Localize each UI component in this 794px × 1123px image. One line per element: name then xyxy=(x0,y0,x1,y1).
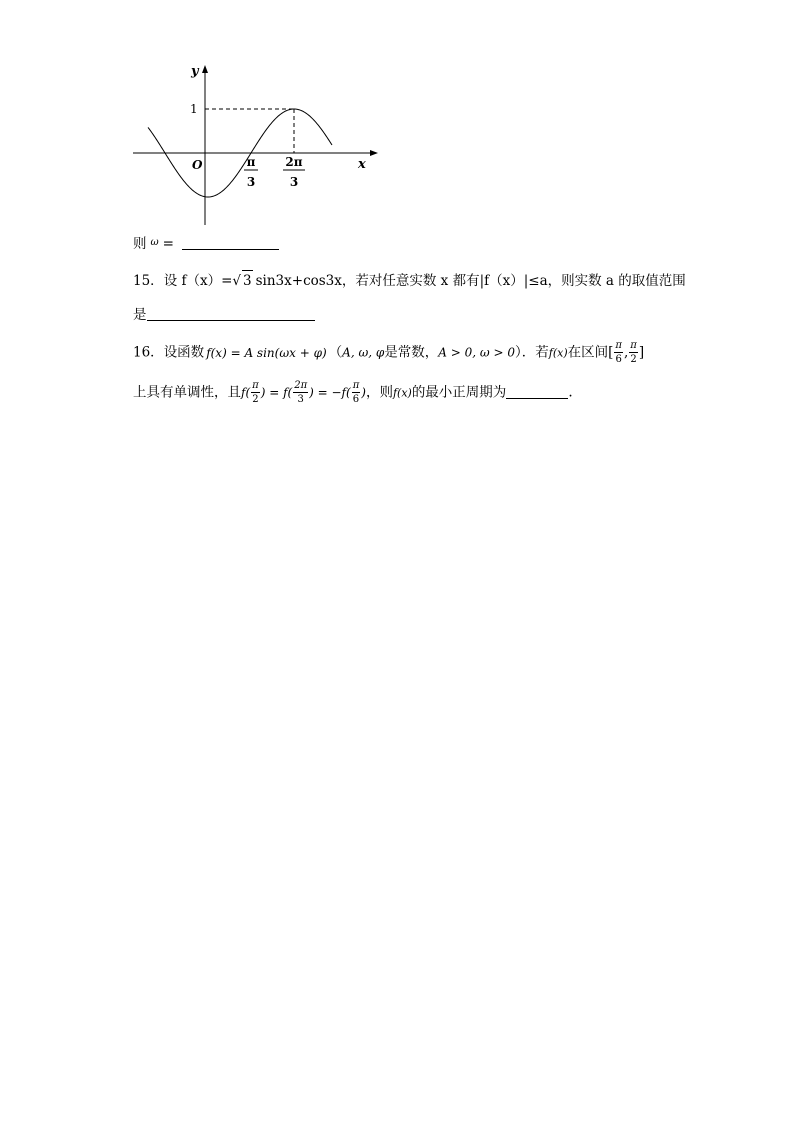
x-axis-arrow xyxy=(370,150,378,156)
q16-line2-b: ，则 xyxy=(365,384,393,401)
q15-line1 xyxy=(133,270,686,291)
eq-frac-2-num: 2π xyxy=(294,380,308,391)
eq-frac-3-num: π xyxy=(352,380,360,391)
sqrt-sign: √ xyxy=(232,273,242,289)
interval-b-num: π xyxy=(630,340,637,351)
q16-text-e: 在区间 xyxy=(567,344,609,361)
sqrt-arg: 3 xyxy=(242,270,253,291)
q16-line2-a: 上具有单调性，且 xyxy=(133,384,241,401)
eq-frac-3-den: 6 xyxy=(352,394,360,405)
q14-equals: = xyxy=(162,236,174,252)
tick-pi-3-den: 3 xyxy=(246,175,256,189)
q16-line2 xyxy=(133,381,573,405)
eq-close: ) xyxy=(361,385,366,400)
tick-2pi-3-den: 3 xyxy=(289,175,299,189)
interval-frac-b xyxy=(629,341,638,365)
q16-fx1: f(x) xyxy=(548,346,568,360)
eq-frac-1-num: π xyxy=(252,380,259,391)
peak-value-label: 1 xyxy=(190,102,198,116)
q16-text-d: ）．若 xyxy=(515,344,549,361)
q16-func-def: f(x) = A sin(ωx + φ) xyxy=(206,345,327,360)
x-axis-label: x xyxy=(358,157,366,172)
q16-text-b: （ xyxy=(328,344,343,361)
q15-line2 xyxy=(133,305,315,325)
q14-answer-blank[interactable] xyxy=(182,235,279,250)
q16-fx2: f(x) xyxy=(392,386,412,400)
q16-line1 xyxy=(133,341,644,365)
eq-eq2: ) = −f( xyxy=(309,385,351,400)
eq-frac-2-den: 3 xyxy=(297,394,304,405)
y-axis-arrow xyxy=(202,65,208,73)
q15-text-c: 是 xyxy=(133,307,147,323)
q14-prefix: 则 xyxy=(133,236,147,252)
interval-close: ] xyxy=(638,344,645,361)
q16-consts: A, ω, φ xyxy=(342,345,385,360)
y-axis-label: y xyxy=(191,64,199,79)
q16-number: 16． xyxy=(133,344,164,361)
q16-text-a: 设函数 xyxy=(163,344,205,361)
interval-a-num: π xyxy=(615,340,622,351)
q16-cond: A > 0, ω > 0 xyxy=(438,345,515,360)
interval-b-den: 2 xyxy=(630,354,637,365)
tick-2pi-3-num: 2π xyxy=(285,155,303,169)
q16-period-end: . xyxy=(568,384,573,401)
q16-line2-c: 的最小正周期为 xyxy=(411,384,507,401)
origin-label: O xyxy=(192,158,203,172)
eq-frac-2 xyxy=(293,381,308,405)
q15-text-a: 设 f（x）= xyxy=(163,273,233,289)
eq-frac-1-den: 2 xyxy=(252,394,259,405)
eq-frac-1 xyxy=(251,381,260,405)
eq-frac-3 xyxy=(352,381,361,405)
q15-answer-blank[interactable] xyxy=(147,306,315,321)
interval-open: [ xyxy=(608,344,614,361)
q15-number: 15． xyxy=(133,273,164,289)
q14-answer-line xyxy=(133,233,279,254)
q16-answer-blank[interactable] xyxy=(506,384,568,399)
omega-symbol: ω xyxy=(150,237,159,248)
q16-text-c: 是常数， xyxy=(384,344,439,361)
interval-sep: , xyxy=(623,344,629,361)
sine-graph xyxy=(120,55,390,235)
q15-text-b: sin3x+cos3x，若对任意实数 x 都有|f（x）|≤a，则实数 a 的取值范围 xyxy=(255,273,686,289)
eq-f1: f( xyxy=(241,385,251,400)
interval-frac-a xyxy=(614,341,623,365)
interval-a-den: 6 xyxy=(615,354,622,365)
tick-pi-3-num: π xyxy=(246,155,256,169)
eq-eq1: ) = f( xyxy=(260,385,293,400)
